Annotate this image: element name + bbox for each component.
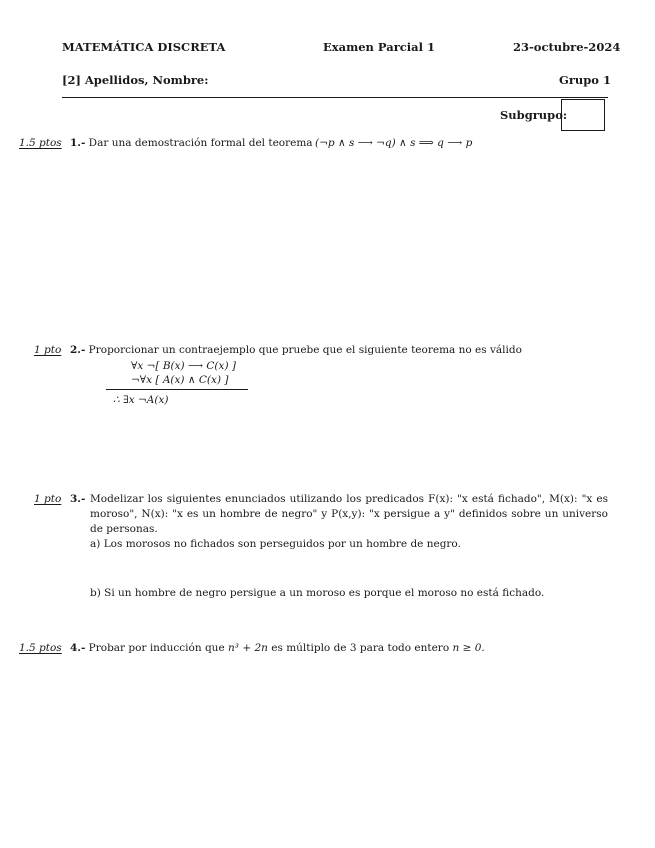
- q2-premise-2: ¬∀x [ A(x) ∧ C(x) ]: [131, 374, 229, 386]
- group-label: Grupo 1: [559, 73, 611, 87]
- q4-statement: [70, 641, 485, 656]
- q4-points: 1.5 ptos: [19, 642, 62, 654]
- q2-statement: [70, 343, 522, 358]
- q2-conclusion: ∴ ∃x ¬A(x): [113, 394, 169, 406]
- q2-premise-1: ∀x ¬[ B(x) ⟶ C(x) ]: [131, 360, 236, 372]
- q1-number: 1.-: [70, 137, 86, 149]
- q2-inference-line: [106, 389, 248, 390]
- subgroup-box[interactable]: [561, 99, 605, 131]
- q2-number: 2.-: [70, 344, 86, 356]
- exam-date: 23-octubre-2024: [513, 40, 621, 54]
- subgroup-label: Subgrupo:: [500, 108, 568, 122]
- q3-part-b: b) Si un hombre de negro persigue a un moroso es porque el moroso no está fichado.: [90, 587, 545, 599]
- q3-points: 1 pto: [34, 493, 62, 505]
- header-divider: [62, 97, 608, 98]
- q4-formula-2: n ≥ 0.: [452, 642, 485, 654]
- q2-text: Proporcionar un contraejemplo que pruebe que el siguiente teorema no es válido: [88, 344, 522, 356]
- name-label: [2] Apellidos, Nombre:: [62, 73, 209, 87]
- q1-formula: (¬p ∧ s ⟶ ¬q) ∧ s ⟹ q ⟶ p: [315, 137, 473, 149]
- q1-statement: [70, 136, 313, 151]
- course-title: MATEMÁTICA DISCRETA: [62, 40, 226, 54]
- q4-text-middle: es múltiplo de 3 para todo entero: [271, 642, 450, 654]
- q1-points: 1.5 ptos: [19, 137, 62, 149]
- q3-part-a: a) Los morosos no fichados son perseguidos por un hombre de negro.: [90, 538, 461, 550]
- q1-text: Dar una demostración formal del teorema: [88, 137, 313, 149]
- q4-formula: n³ + 2n: [228, 642, 268, 654]
- q4-number: 4.-: [70, 642, 86, 654]
- exam-title: Examen Parcial 1: [323, 40, 435, 54]
- q2-points: 1 pto: [34, 344, 62, 356]
- q3-text: Modelizar los siguientes enunciados utilizando los predicados F(x): "x está fichado", M(x): "x es moroso", N(x): "x es un hombre de negro" y P(x,y): "x persigue a y" definidos sobre un universo de personas.: [90, 493, 608, 535]
- q3-number: 3.-: [70, 493, 86, 505]
- q4-text-before: Probar por inducción que: [88, 642, 225, 654]
